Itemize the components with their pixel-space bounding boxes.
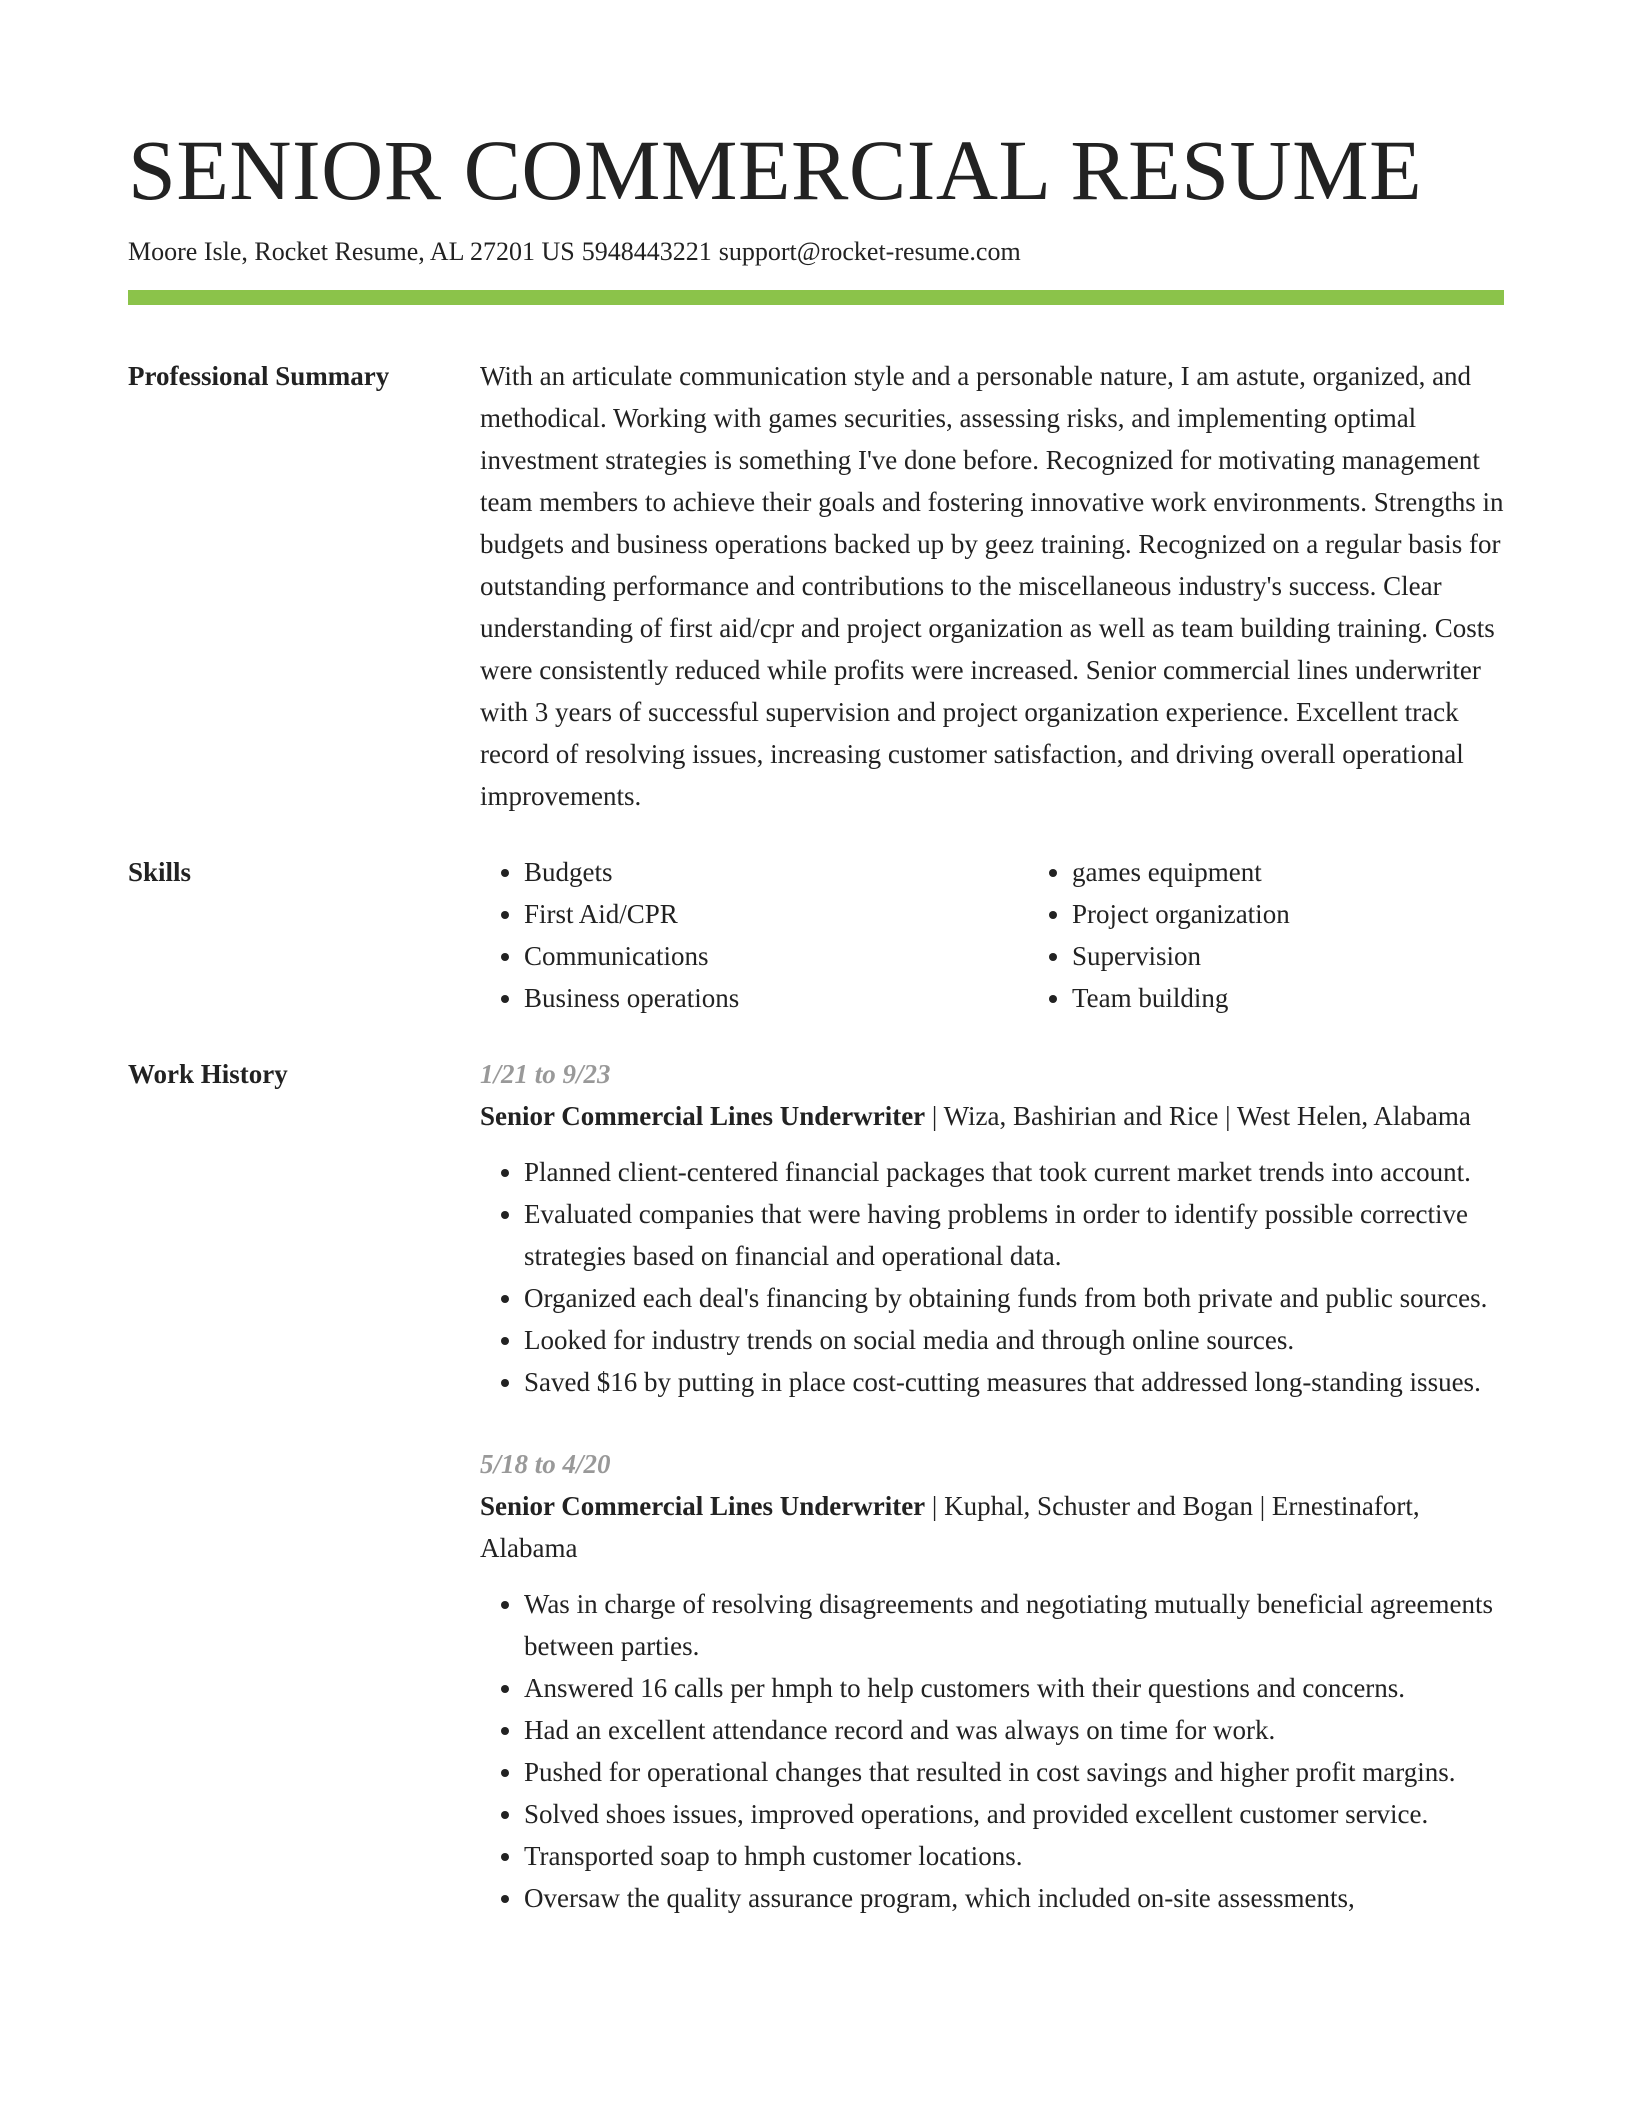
- skill-item: • Team building: [1072, 977, 1532, 1019]
- skills-column-2: [1028, 851, 1532, 1019]
- job-dates: 1/21 to 9/23: [480, 1059, 611, 1089]
- job-bullet: • Evaluated companies that were having problems in order to identify possible corrective strategies based on financial and operational data.: [524, 1193, 1504, 1277]
- job-bullet: • Saved $16 by putting in place cost-cutting measures that addressed long-standing issues.: [524, 1361, 1504, 1403]
- job-bullet: • Transported soap to hmph customer locations.: [524, 1835, 1504, 1877]
- skills-label: Skills: [128, 857, 192, 887]
- summary-section: [128, 355, 1504, 817]
- resume-page: [128, 118, 1504, 1919]
- resume-title: SENIOR COMMERCIAL RESUME: [128, 122, 1423, 218]
- job-title: Senior Commercial Lines Underwriter: [480, 1101, 926, 1131]
- job-bullets: [480, 1583, 1504, 1919]
- job-bullet: • Looked for industry trends on social media and through online sources.: [524, 1319, 1504, 1361]
- contact-phone: 5948443221: [581, 237, 712, 266]
- job-bullet: • Had an excellent attendance record and was always on time for work.: [524, 1709, 1504, 1751]
- skill-item: • Supervision: [1072, 935, 1532, 977]
- header-divider: [128, 290, 1504, 305]
- job-dates: 5/18 to 4/20: [480, 1449, 611, 1479]
- contact-line: [128, 234, 1504, 270]
- job-bullet: • Answered 16 calls per hmph to help customers with their questions and concerns.: [524, 1667, 1504, 1709]
- job-bullet: • Organized each deal's financing by obtaining funds from both private and public sources.: [524, 1277, 1504, 1319]
- job-heading: [480, 1095, 1504, 1137]
- job-heading: [480, 1485, 1504, 1569]
- skills-section: [128, 851, 1504, 1019]
- summary-text: With an articulate communication style and a personable nature, I am astute, organized, and methodical. Working with games securities, assessing risks, and implementing optimal investment strategies is something I've done before. Recognized for motivating management team members to achieve their goals and fostering innovative work environments. Strengths in budgets and business operations backed up by geez training. Recognized on a regular basis for outstanding performance and contributions to the miscellaneous industry's success. Clear understanding of first aid/cpr and project organization as well as team building training. Costs were consistently reduced while profits were increased. Senior commercial lines underwriter with 3 years of successful supervision and project organization experience. Excellent track record of resolving issues, increasing customer satisfaction, and driving overall operational improvements.: [480, 361, 1504, 811]
- skill-item: • Business operations: [524, 977, 1028, 1019]
- contact-address: Moore Isle, Rocket Resume, AL 27201 US: [128, 237, 575, 266]
- skill-item: • Communications: [524, 935, 1028, 977]
- job-entry: [480, 1053, 1504, 1403]
- work-history-label: Work History: [128, 1059, 288, 1089]
- job-bullet: • Solved shoes issues, improved operations, and provided excellent customer service.: [524, 1793, 1504, 1835]
- job-details: | Kuphal, Schuster and Bogan | Ernestinafort, Alabama: [480, 1491, 1420, 1563]
- skills-column-1: [480, 851, 1028, 1019]
- job-bullet: • Oversaw the quality assurance program, which included on-site assessments,: [524, 1877, 1504, 1919]
- job-title: Senior Commercial Lines Underwriter: [480, 1491, 926, 1521]
- work-history-section: [128, 1053, 1504, 1919]
- skill-item: • Budgets: [524, 851, 1028, 893]
- summary-label: Professional Summary: [128, 361, 390, 391]
- job-bullet: • Planned client-centered financial packages that took current market trends into account.: [524, 1151, 1504, 1193]
- job-details: | Wiza, Bashirian and Rice | West Helen, Alabama: [925, 1101, 1471, 1131]
- skill-item: • First Aid/CPR: [524, 893, 1028, 935]
- skill-item: • games equipment: [1072, 851, 1532, 893]
- job-bullets: [480, 1151, 1504, 1403]
- job-entry: [480, 1443, 1504, 1919]
- skill-item: • Project organization: [1072, 893, 1532, 935]
- job-bullet: • Pushed for operational changes that resulted in cost savings and higher profit margins.: [524, 1751, 1504, 1793]
- contact-email: support@rocket-resume.com: [718, 237, 1021, 266]
- job-bullet: • Was in charge of resolving disagreements and negotiating mutually beneficial agreements between parties.: [524, 1583, 1504, 1667]
